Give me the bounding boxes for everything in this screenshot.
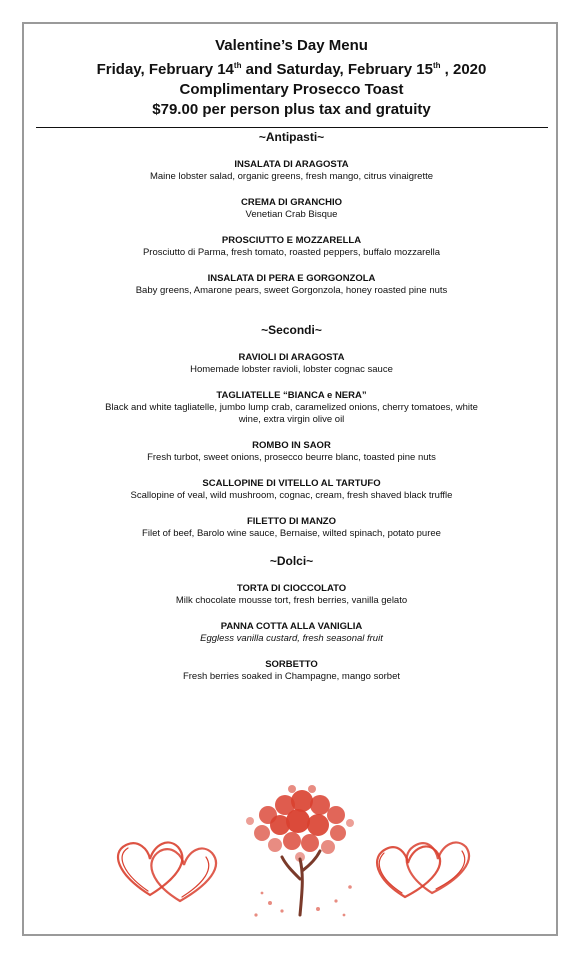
section-secondi xyxy=(0,323,583,540)
menu-item xyxy=(0,516,583,540)
item-description: Venetian Crab Bisque xyxy=(245,209,338,220)
item-description: Scallopine of veal, wild mushroom, cognac, cream, fresh shaved black truffle xyxy=(130,490,453,501)
menu-item xyxy=(0,621,583,645)
menu-price: $79.00 per person plus tax and gratuity xyxy=(152,101,431,118)
item-description: Milk chocolate mousse tort, fresh berries, vanilla gelato xyxy=(175,595,408,606)
item-name: FILETTO DI MANZO xyxy=(246,516,336,527)
menu-item xyxy=(0,440,583,464)
date-text-2: and Saturday, February 15 xyxy=(241,61,433,78)
item-description: Fresh berries soaked in Champagne, mango sorbet xyxy=(182,671,401,682)
item-description: Black and white tagliatelle, jumbo lump crab, caramelized onions, cherry tomatoes, white wine, extra virgin olive oil xyxy=(105,402,478,425)
item-description: Filet of beef, Barolo wine sauce, Bernaise, wilted spinach, potato puree xyxy=(142,528,441,539)
menu-toast: Complimentary Prosecco Toast xyxy=(179,81,404,98)
item-description: Fresh turbot, sweet onions, prosecco beurre blanc, toasted pine nuts xyxy=(147,452,436,463)
menu-content xyxy=(0,130,583,683)
menu-header xyxy=(0,36,583,120)
date-text-1: Friday, February 14 xyxy=(96,61,234,78)
item-description: Baby greens, Amarone pears, sweet Gorgonzola, honey roasted pine nuts xyxy=(135,285,448,296)
item-name: INSALATA DI PERA E GORGONZOLA xyxy=(207,273,376,284)
item-description: Prosciutto di Parma, fresh tomato, roasted peppers, buffalo mozzarella xyxy=(142,247,441,258)
double-hearts-icon xyxy=(377,843,469,897)
item-name: SORBETTO xyxy=(265,659,318,670)
menu-title: Valentine’s Day Menu xyxy=(215,37,368,54)
menu-item xyxy=(0,235,583,259)
item-description: Homemade lobster ravioli, lobster cognac sauce xyxy=(190,364,393,375)
section-title: ~Secondi~ xyxy=(261,323,322,337)
item-name: PROSCIUTTO E MOZZARELLA xyxy=(221,235,362,246)
menu-item xyxy=(0,659,583,683)
menu-item xyxy=(0,583,583,607)
item-description: Eggless vanilla custard, fresh seasonal fruit xyxy=(200,633,383,644)
menu-item xyxy=(0,352,583,376)
item-name: INSALATA DI ARAGOSTA xyxy=(234,159,349,170)
double-hearts-icon xyxy=(118,843,216,901)
menu-item xyxy=(0,478,583,502)
item-name: CREMA DI GRANCHIO xyxy=(241,197,342,208)
section-title: ~Dolci~ xyxy=(269,554,314,568)
menu-item xyxy=(0,159,583,183)
item-name: ROMBO IN SAOR xyxy=(252,440,331,451)
section-title: ~Antipasti~ xyxy=(258,130,325,144)
date-text-3: , 2020 xyxy=(440,61,487,78)
section-antipasti xyxy=(0,130,583,297)
item-name: TORTA DI CIOCCOLATO xyxy=(236,583,347,594)
header-divider xyxy=(36,127,548,128)
item-name: PANNA COTTA ALLA VANIGLIA xyxy=(220,621,363,632)
date-sup-1: th xyxy=(233,61,242,70)
item-description: Maine lobster salad, organic greens, fresh mango, citrus vinaigrette xyxy=(149,171,434,182)
menu-item xyxy=(0,273,583,297)
heart-tree-icon xyxy=(246,785,354,917)
menu-dates xyxy=(0,56,583,80)
item-name: RAVIOLI DI ARAGOSTA xyxy=(238,352,345,363)
date-sup-2: th xyxy=(432,61,441,70)
item-name: TAGLIATELLE “BIANCA e NERA” xyxy=(216,390,367,401)
menu-item xyxy=(0,390,583,426)
valentine-decoration xyxy=(0,775,583,925)
section-dolci xyxy=(0,554,583,683)
item-name: SCALLOPINE DI VITELLO AL TARTUFO xyxy=(202,478,381,489)
menu-item xyxy=(0,197,583,221)
